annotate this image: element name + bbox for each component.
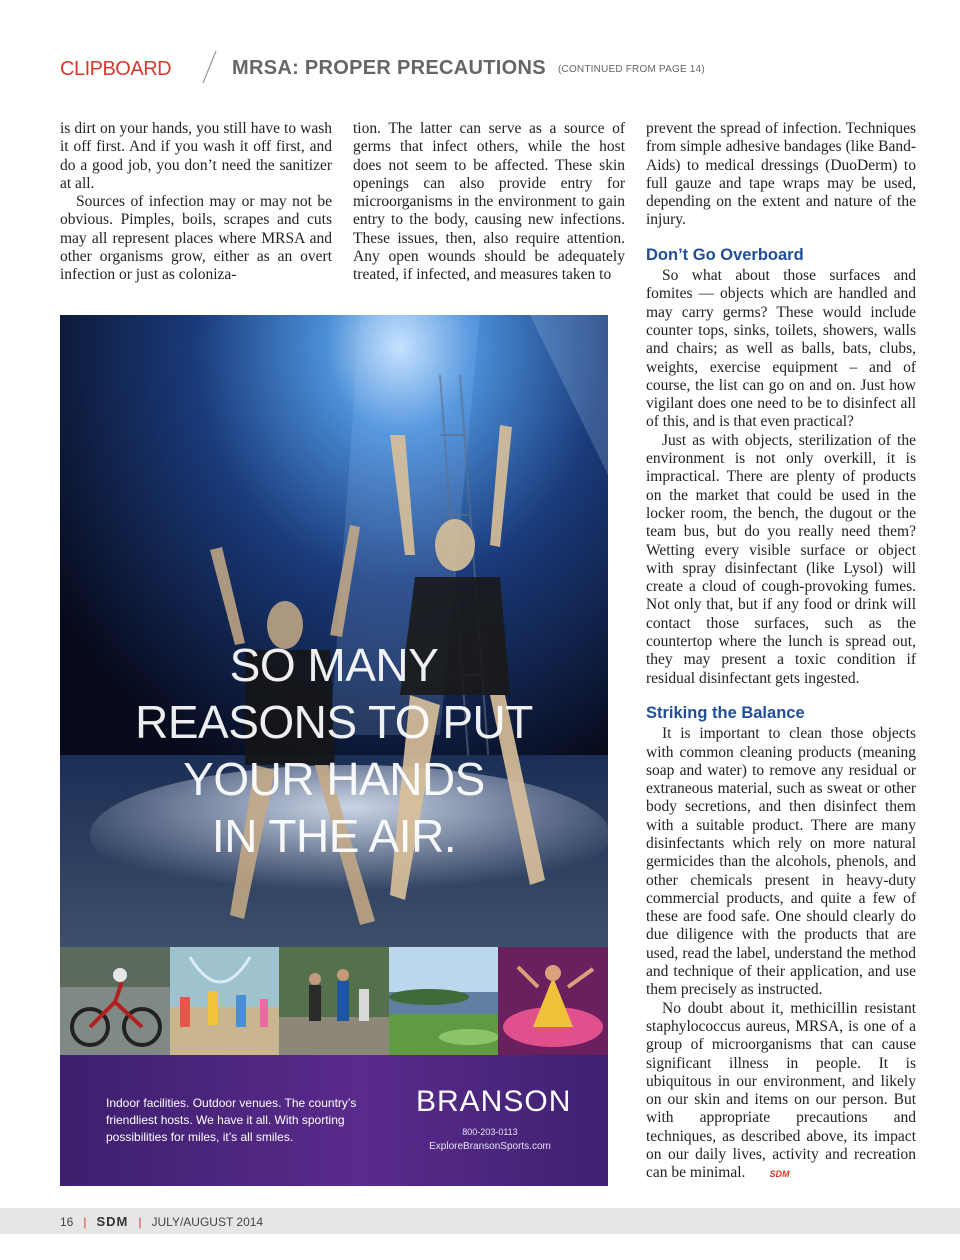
continued-note: (CONTINUED FROM PAGE 14) (558, 64, 705, 75)
paragraph: It is important to clean those objects with common cleaning products (meaning soap and water) to remove any residual or extraneous material, such as sweat or other body secretions, and then disinfect them with a suitable product. There are many disinfectants which rely on more natural germicides than the alcohols, phenols, and other chemicals present in heavy-duty commercial products, and quite a few of these are food safe. One should clearly do due diligence with the products that are used, read the label, understand the method and technique of their application, and use them precisely as instructed. (646, 725, 916, 999)
text-column-1 (60, 120, 332, 285)
lake-golf-photo (389, 947, 499, 1055)
branson-advertisement[interactable] (60, 315, 608, 1186)
headline-line: REASONS TO PUT (135, 696, 533, 748)
end-mark-logo: SDM (769, 1169, 790, 1180)
article-title: MRSA: PROPER PRECAUTIONS (232, 57, 546, 79)
paragraph: prevent the spread of infection. Techniques from simple adhesive bandages (like Band-Aids) to medical dressings (DuoDerm) to full gauze and tape wraps may be used, depending on the extent and nature of the injury. (646, 120, 916, 229)
paragraph: is dirt on your hands, you still have to wash it off first. And if you wash it off first, and do a good job, you don’t need the sanitizer at all. (60, 120, 332, 192)
kids-fountain-photo (170, 947, 280, 1055)
ad-tagline: Indoor facilities. Outdoor venues. The country’s friendliest hosts. We have it all. With sporting possibilities for miles, it’s all smiles. (106, 1096, 357, 1144)
text-column-3 (646, 120, 916, 1184)
footer-content (60, 1214, 263, 1229)
paragraph-text: No doubt about it, methicillin resistant staphylococcus aureus, MRSA, is one of a group of microorganisms that can cause significant illness in people. It is ubiquitous in our environment, and likely on our skin and items on our person. But with appropriate precautions and techniques, as described above, its impact on our daily lives, activity and recreation can be minimal. (646, 999, 916, 1182)
text-column-2 (353, 120, 625, 285)
page-number: 16 (60, 1215, 74, 1229)
paragraph: Just as with objects, sterilization of the environment is not only overkill, it is impractical. There are plenty of products on the market that could be used in the locker room, the bench, the dugout or the team bus, but do you really need them? Wetting every visible surface or object with spray disinfectant (like Lysol) will create a cloud of cough-provoking fumes. Not only that, but if any food or drink will contact those surfaces, such as the countertop where the lunch is spread out, they may present a toxic condition if residual disinfectant gets ingested. (646, 431, 916, 687)
section-label: CLIPBOARD (60, 58, 172, 80)
headline-line: SO MANY (229, 639, 439, 691)
ad-phone[interactable]: 800-203-0113 (462, 1127, 518, 1137)
headline-line: YOUR HANDS (183, 753, 485, 805)
footer-separator: | (138, 1215, 142, 1229)
paragraph: So what about those surfaces and fomites — objects which are handled and may carry germs? These would include counter tops, sinks, toilets, showers, walls and chairs; as well as balls, bats, clubs, weights, exercise equipment – and of course, the list can go on and on. Just how vigilant does one need to be to disinfect all of this, and is that even practical? (646, 267, 916, 431)
headline-line: IN THE AIR. (211, 810, 457, 862)
ad-website-link[interactable]: ExploreBransonSports.com (429, 1141, 551, 1152)
issue-date: JULY/AUGUST 2014 (151, 1215, 264, 1229)
page-footer (0, 1208, 960, 1234)
runners-photo (279, 947, 389, 1055)
performer-photo (498, 947, 608, 1055)
cyclist-photo (60, 947, 170, 1055)
magazine-logo: SDM (96, 1214, 129, 1229)
ad-footer-band (60, 1055, 608, 1186)
subheading-overboard: Don’t Go Overboard (646, 245, 804, 264)
paragraph (646, 1000, 916, 1184)
paragraph: tion. The latter can serve as a source of germs that infect others, while the host does not seem to be affected. These skin openings can also provide entry for microorganisms in the environment to gain entry to the body, causing new infections. These issues, then, also require attention. Any open wounds should be adequately treated, if infected, and measures taken to (353, 120, 625, 284)
subheading-balance: Striking the Balance (646, 703, 805, 722)
branson-logo-text: BRANSON (416, 1085, 572, 1118)
header-divider (200, 50, 220, 84)
photo-strip (60, 947, 608, 1055)
ad-headline (60, 637, 608, 865)
paragraph: Sources of infection may or may not be obvious. Pimples, boils, scrapes and cuts may all represent places where MRSA and other organisms grow, either as an overt infection or just as coloniza- (60, 193, 332, 284)
footer-separator: | (83, 1215, 87, 1229)
page-header (60, 52, 920, 88)
